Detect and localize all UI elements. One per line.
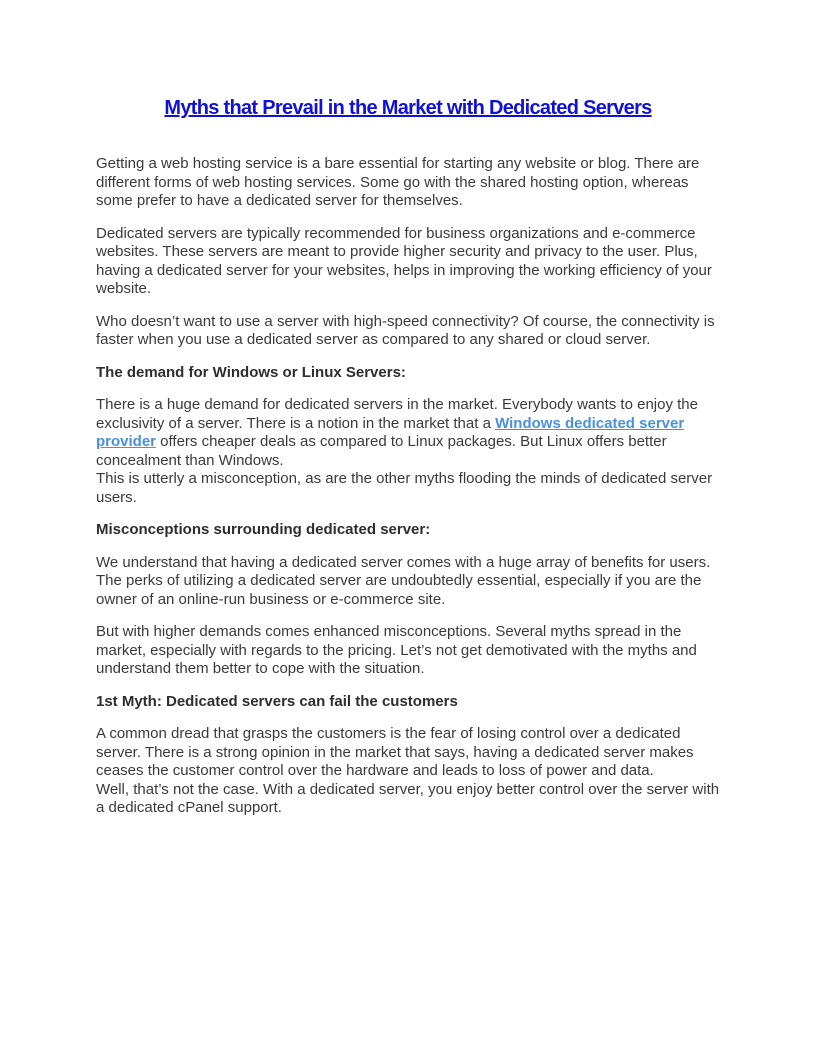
title-link[interactable]: Myths that Prevail in the Market with Dedicated Servers: [164, 97, 652, 119]
paragraph-dedicated-servers: Dedicated servers are typically recommended for business organizations and e-commerce websites. These servers are meant to provide higher security and privacy to the user. Plus, having a dedicated server for your websites, helps in improving the working efficiency of your website.: [96, 224, 712, 297]
paragraph-cpanel-support: Well, that’s not the case. With a dedicated server, you enjoy better control over the server with a dedicated cPanel support.: [96, 780, 720, 816]
paragraph-intro: Getting a web hosting service is a bare essential for starting any website or blog. There are different forms of web hosting services. Some go with the shared hosting option, whereas some prefer to have a dedicated server for themselves.: [96, 155, 700, 209]
paragraph-demand: [96, 396, 720, 470]
paragraph-demand-text-start: There is a huge demand for dedicated servers in the market. Everybody wants to enjoy the exclusivity of a server. There is a notion in the market that a: [96, 396, 698, 432]
document-body: [96, 155, 720, 818]
paragraph-demand-text-end: offers cheaper deals as compared to Linux packages. But Linux offers better concealment than Windows.: [96, 433, 667, 469]
paragraph-benefits: We understand that having a dedicated server comes with a huge array of benefits for users. The perks of utilizing a dedicated server are undoubtedly essential, especially if you are the owner of an online-run business or e-commerce site.: [96, 553, 711, 608]
paragraph-connectivity: Who doesn’t want to use a server with high-speed connectivity? Of course, the connectivity is faster when you use a dedicated server as compared to any shared or cloud server.: [96, 312, 715, 348]
page-title: [96, 95, 720, 121]
paragraph-common-dread: A common dread that grasps the customers is the fear of losing control over a dedicated server. There is a strong opinion in the market that says, having a dedicated server makes ceases the customer control over the hardware and leads to loss of power and data.: [96, 725, 694, 779]
paragraph-higher-demands: But with higher demands comes enhanced misconceptions. Several myths spread in the market, especially with regards to the pricing. Let’s not get demotivated with the myths and understand them better to cope with the situation.: [96, 623, 697, 677]
heading-demand: The demand for Windows or Linux Servers:: [96, 363, 406, 381]
heading-misconceptions: Misconceptions surrounding dedicated server:: [96, 521, 431, 538]
heading-first-myth: 1st Myth: Dedicated servers can fail the customers: [96, 692, 458, 710]
windows-dedicated-server-link[interactable]: Windows dedicated server provider: [96, 414, 685, 450]
paragraph-misconception: This is utterly a misconception, as are the other myths flooding the minds of dedicated server users.: [96, 470, 713, 506]
